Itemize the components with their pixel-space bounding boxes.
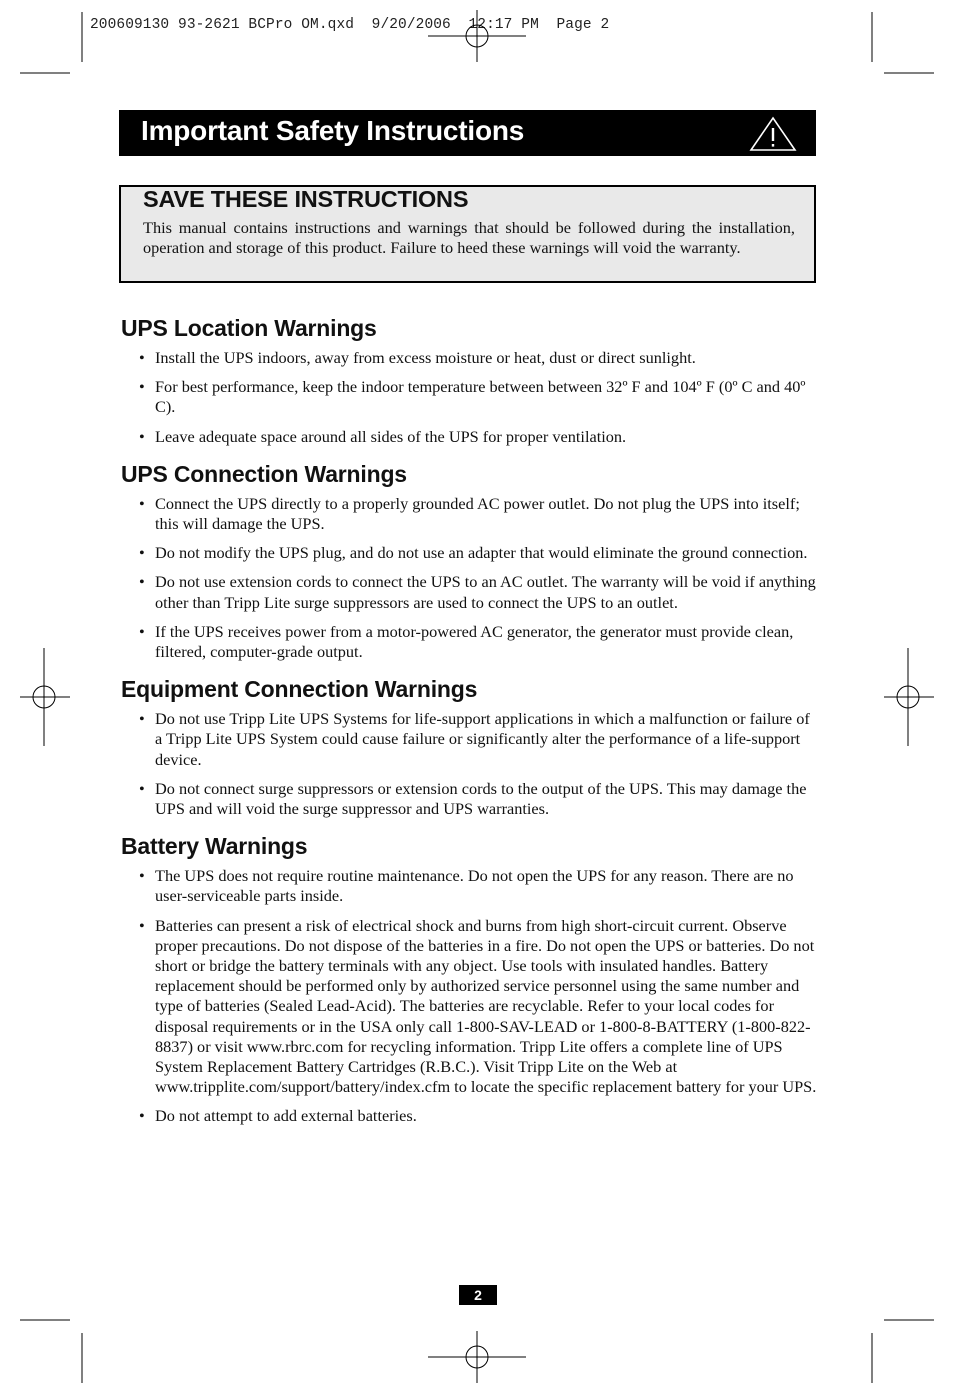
list-item: • Batteries can present a risk of electrical shock and burns from high short-circuit current. Observe proper precautions. Do not dispose of the batteries in a fire. Do not open the UPS or batteries. Do not short or bridge the battery terminals with any object. Use tools with insulated handles. Battery replacement should be performed only by authorized service personnel using the same number and type of batteries (Sealed Lead-Acid). The batteries are recyclable. Refer to your local codes for disposal requirements or in the USA only call 1-800-SAV-LEAD or 1-800-8-BATTERY (1-800-822-8837) or visit www.rbrc.com for recycling information. Tripp Lite offers a complete line of UPS System Replacement Battery Cartridges (R.B.C.). Visit Tripp Lite on the Web at www.tripplite.com/support/battery/index.cfm to locate the specific replacement battery for your UPS. xyxy=(121,916,821,1098)
section-heading: UPS Location Warnings xyxy=(121,315,377,341)
list-item: • Do not connect surge suppressors or extension cords to the output of the UPS. This may damage the UPS and will void the surge suppressor and UPS warranties. xyxy=(121,779,821,819)
list-item: • The UPS does not require routine maintenance. Do not open the UPS for any reason. There are no user-serviceable parts inside. xyxy=(121,866,821,906)
list-item: • Install the UPS indoors, away from excess moisture or heat, dust or direct sunlight. xyxy=(121,348,821,368)
list-item: • Do not use Tripp Lite UPS Systems for life-support applications in which a malfunction or failure of a Tripp Lite UPS System could cause failure or significantly alter the performance of a life-support device. xyxy=(121,709,821,770)
bullet-list xyxy=(121,348,821,447)
page-number: 2 xyxy=(459,1285,497,1305)
bullet-list xyxy=(121,494,821,662)
save-instructions-text: This manual contains instructions and warnings that should be followed during the installation, operation and storage of this product. Failure to heed these warnings will void the warranty. xyxy=(143,218,795,257)
section-ups-connection xyxy=(121,459,821,662)
list-item: • Do not use extension cords to connect the UPS to an AC outlet. The warranty will be void if anything other than Tripp Lite surge suppressors are used to connect the UPS to an outlet. xyxy=(121,572,821,612)
title-bar xyxy=(119,110,816,156)
list-item: • Connect the UPS directly to a properly grounded AC power outlet. Do not plug the UPS into itself; this will damage the UPS. xyxy=(121,494,821,534)
list-item: • If the UPS receives power from a motor-powered AC generator, the generator must provide clean, filtered, computer-grade output. xyxy=(121,622,821,662)
warnings-content xyxy=(121,313,821,1139)
list-item: • Leave adequate space around all sides of the UPS for proper ventilation. xyxy=(121,427,821,447)
save-instructions-heading: SAVE THESE INSTRUCTIONS xyxy=(143,186,469,212)
bullet-list xyxy=(121,709,821,819)
section-equipment-connection xyxy=(121,674,821,819)
warning-triangle-icon xyxy=(748,115,798,153)
page-title: Important Safety Instructions xyxy=(141,115,525,146)
section-ups-location xyxy=(121,313,821,447)
print-slug-line: 200609130 93-2621 BCPro OM.qxd 9/20/2006 12:17 PM Page 2 xyxy=(90,17,610,33)
section-heading: Equipment Connection Warnings xyxy=(121,676,478,703)
section-battery xyxy=(121,831,821,1126)
section-heading: UPS Connection Warnings xyxy=(121,460,407,487)
list-item: • For best performance, keep the indoor temperature between between 32º F and 104º F (0º C and 40º C). xyxy=(121,377,821,417)
list-item: • Do not attempt to add external batteries. xyxy=(121,1106,821,1126)
section-heading: Battery Warnings xyxy=(121,833,308,860)
bullet-list xyxy=(121,866,821,1126)
save-instructions-box xyxy=(119,185,816,283)
list-item: • Do not modify the UPS plug, and do not use an adapter that would eliminate the ground connection. xyxy=(121,543,821,563)
